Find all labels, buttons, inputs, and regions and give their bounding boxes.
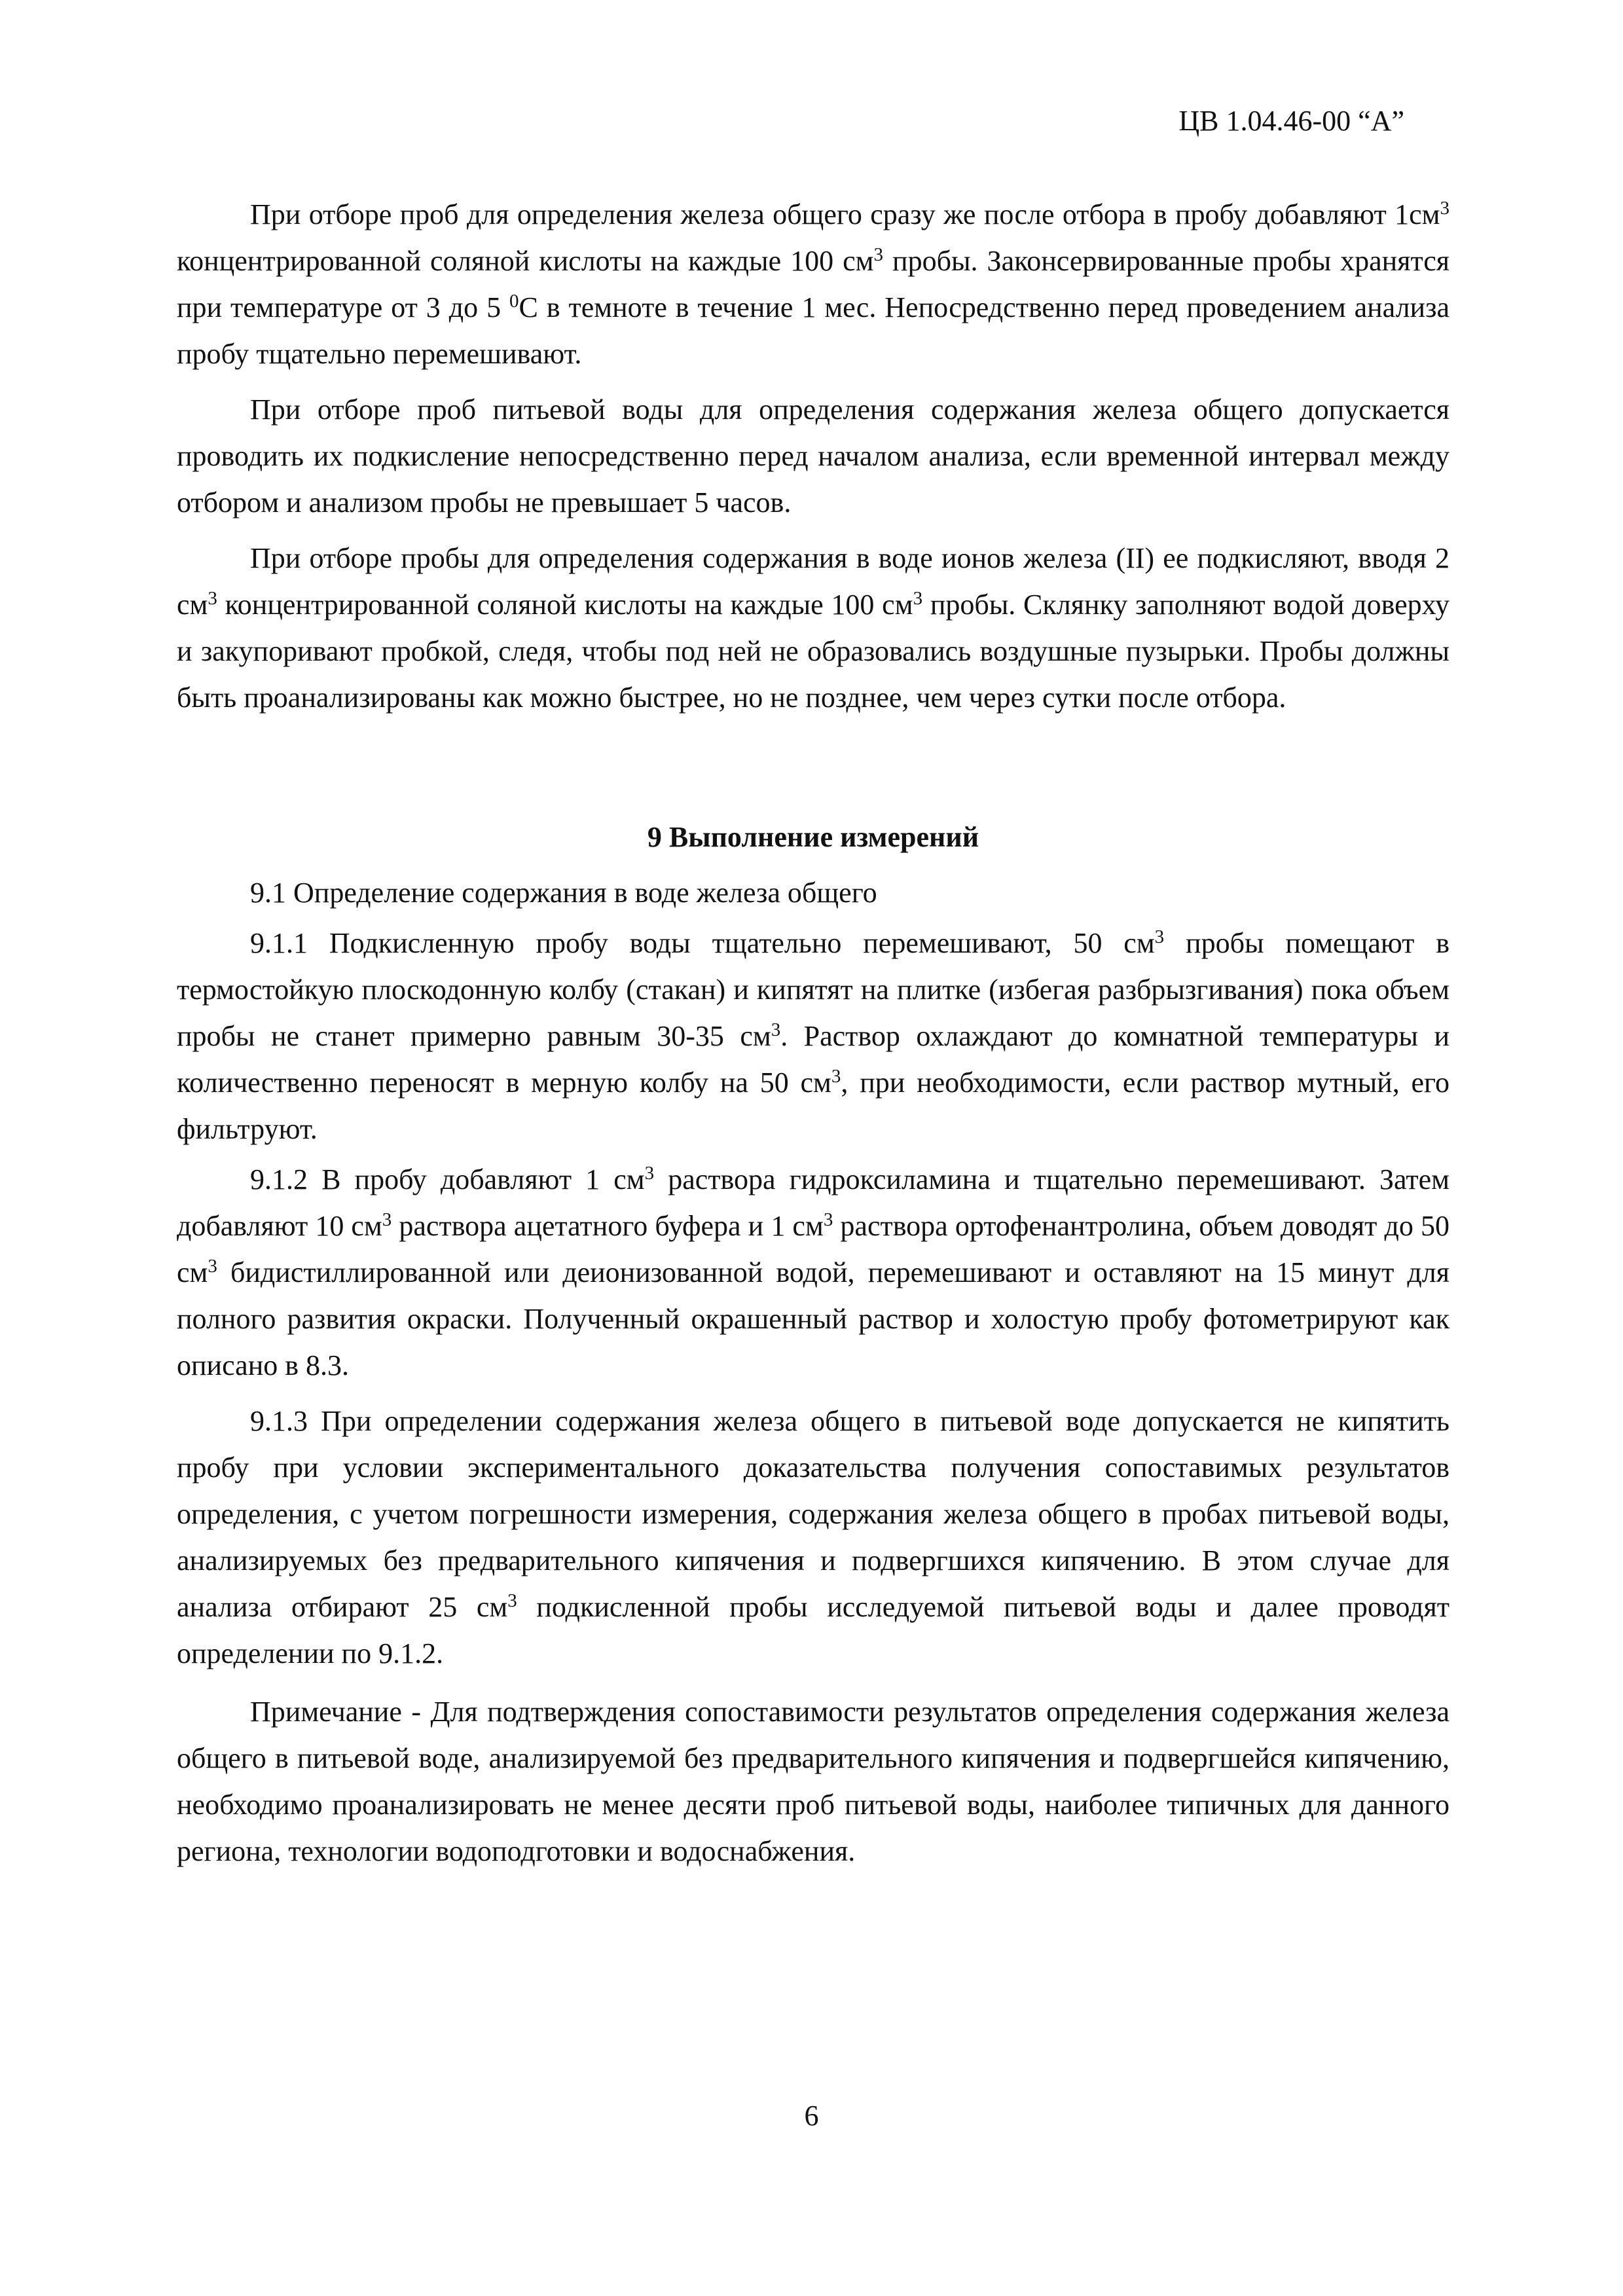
superscript: 3 [208,1256,217,1277]
paragraph-sample-preservation [177,191,1450,377]
text-run: С в темноте в течение 1 мес. Непосредственно перед проведением анализа пробу тщательно перемешивают. [177,291,1450,370]
text-run: 9.1.2 В пробу добавляют 1 см [250,1163,645,1195]
text-run: концентрированной соляной кислоты на каждые 100 см [177,245,874,277]
paragraph-iron-ii-sampling [177,535,1450,721]
text-run: 9.1.3 При определении содержания железа общего в питьевой воде допускается не кипятить пробу при условии экспериментального доказательства получения сопоставимых результатов определения, с учетом погрешности измерения, содержания железа общего в пробах питьевой воды, анализируемых без предварительного кипячения и подвергшихся кипячению. В этом случае для анализа отбирают 25 см [177,1405,1450,1623]
text-run: При отборе пробы для определения содержания в воде ионов железа (II) ее подкисляют, вводя 2 см [177,542,1450,621]
subsection-heading-9-1: 9.1 Определение содержания в воде железа общего [250,877,877,909]
superscript: 0 [509,291,519,312]
section-title: 9 Выполнение измерений [647,821,979,853]
superscript: 3 [823,1209,833,1230]
paragraph-9-1-1 [177,920,1450,1152]
superscript: 3 [507,1590,517,1611]
text-run: пробы. Склянку заполняют водой доверху и закупоривают пробкой, следя, чтобы под ней не образовались воздушные пузырьки. Пробы должны быть проанализированы как можно быстрее, но не позднее, чем через сутки после отбора. [177,589,1450,714]
text-run: раствора ацетатного буфера и 1 см [392,1210,824,1242]
text-run: , при необходимости, если раствор мутный, его фильтруют. [177,1066,1450,1145]
paragraph-9-1-2 [177,1156,1450,1389]
paragraph-drinking-water-acidification: При отборе проб питьевой воды для определения содержания железа общего допускается проводить их подкисление непосредственно перед началом анализа, если временной интервал между отбором и анализом пробы не превышает 5 часов. [177,393,1450,519]
document-code-header: ЦВ 1.04.46-00 “А” [1178,105,1404,137]
text-run: . Раствор охлаждают до комнатной температуры и количественно переносят в мерную колбу на 50 см [177,1020,1450,1099]
superscript: 3 [644,1163,655,1184]
superscript: 3 [1154,926,1165,947]
text-run: пробы помещают в термостойкую плоскодонную колбу (стакан) и кипятят на плитке (избегая разбрызгивания) пока объем пробы не станет примерно равным 30-35 см [177,927,1450,1052]
text-run: бидистиллированной или деионизованной водой, перемешивают и оставляют на 15 минут для полного развития окраски. Полученный окрашенный раствор и холостую пробу фотометрируют как описано в 8.3. [177,1256,1450,1381]
superscript: 3 [873,244,884,265]
paragraph-9-1-3 [177,1398,1450,1677]
text-run: раствора гидроксиламина и тщательно перемешивают. Затем добавляют 10 см [177,1163,1450,1242]
superscript: 3 [1440,198,1450,219]
text-run: раствора ортофенантролина, объем доводят до 50 см [177,1210,1450,1288]
superscript: 3 [771,1019,781,1040]
superscript: 3 [831,1066,841,1087]
text-run: подкисленной пробы исследуемой питьевой воды и далее проводят определении по 9.1.2. [177,1591,1450,1669]
text-run: При отборе проб для определения железа общего сразу же после отбора в пробу добавляют 1см [250,198,1440,230]
document-body [177,191,1450,1874]
text-run: пробы. Законсервированные пробы хранятся при температуре от 3 до 5 [177,245,1450,323]
superscript: 3 [913,588,923,609]
superscript: 3 [382,1209,392,1230]
page-number: 6 [804,2100,819,2132]
text-run: концентрированной соляной кислоты на каждые 100 см [217,589,913,621]
text-run: 9.1.1 Подкисленную пробу воды тщательно перемешивают, 50 см [250,927,1155,959]
superscript: 3 [208,588,217,609]
note-paragraph: Примечание - Для подтверждения сопоставимости результатов определения содержания железа общего в питьевой воде, анализируемой без предварительного кипячения и подвергшейся кипячению, необходимо проанализировать не менее десяти проб питьевой воды, наиболее типичных для данного региона, технологии водоподготовки и водоснабжения. [177,1696,1450,1867]
